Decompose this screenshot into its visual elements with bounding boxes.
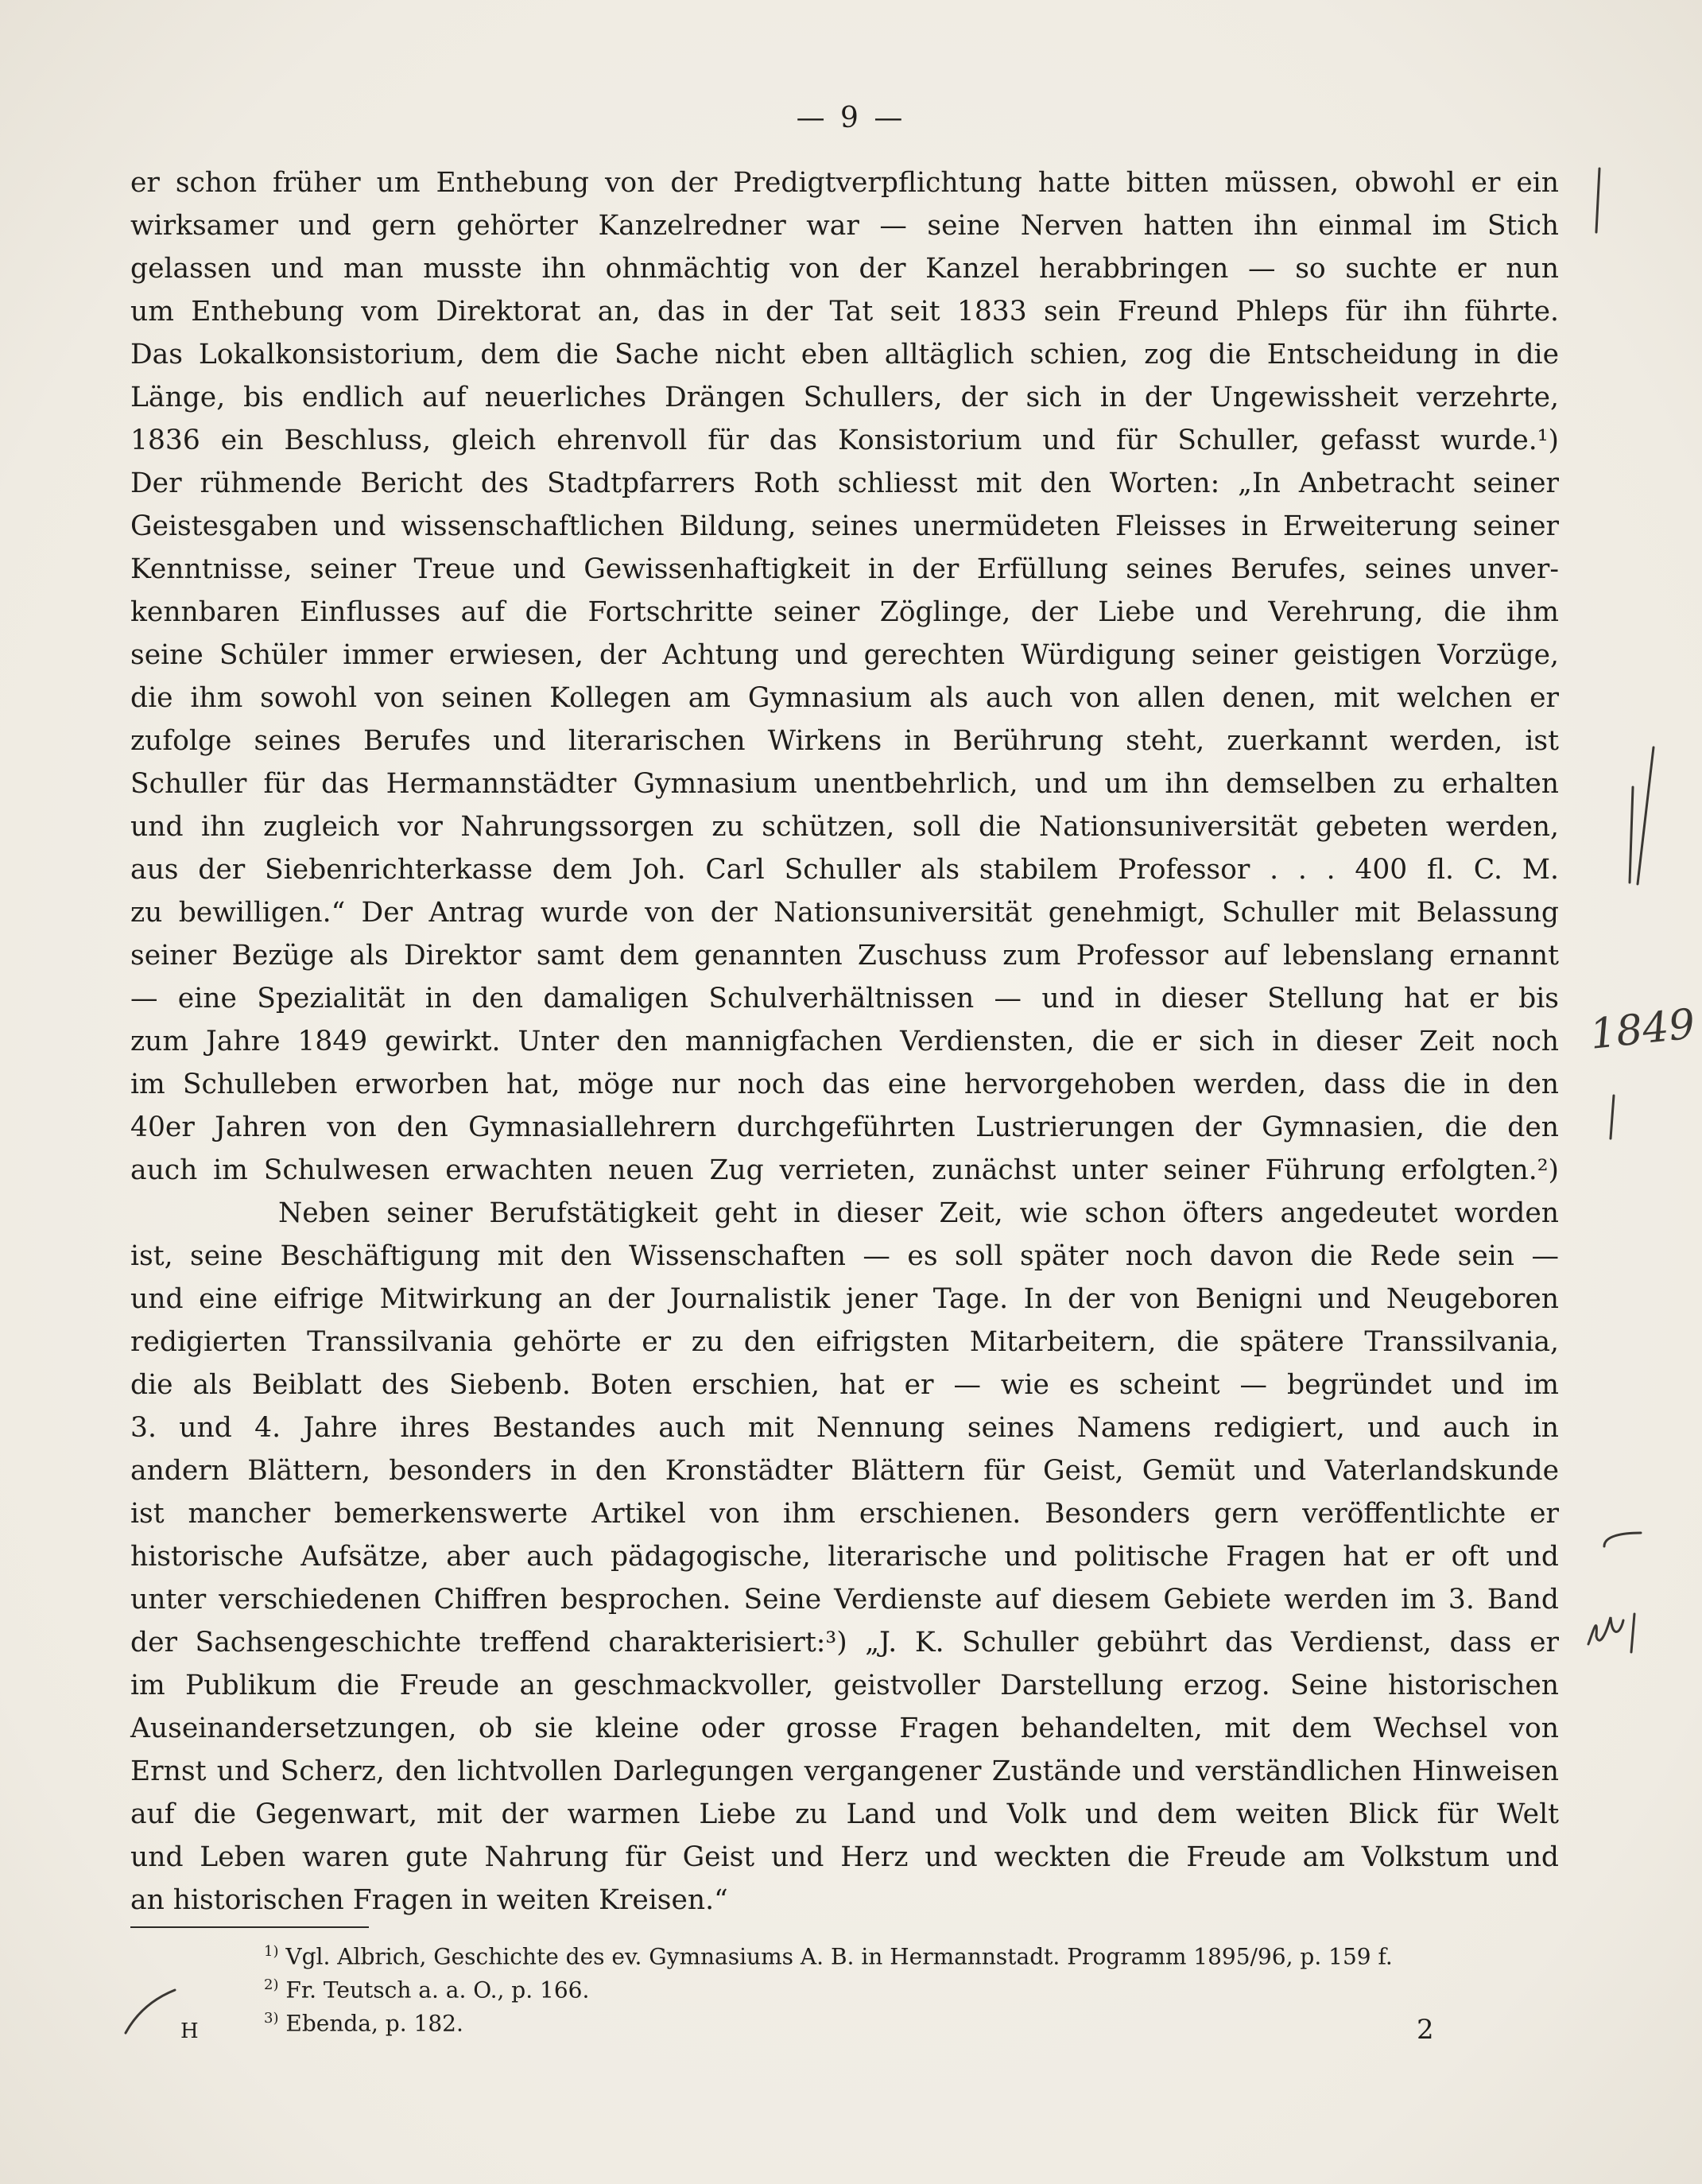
text-line: die ihm sowohl von seinen Kollegen am Gymnasium als auch von allen denen, mit welchen er bbox=[130, 682, 1559, 714]
footnote-item bbox=[264, 1935, 1560, 1969]
text-line: und ihn zugleich vor Nahrungssorgen zu schützen, soll die Nationsuniversität gebeten werden, bbox=[130, 811, 1559, 843]
text-line: kennbaren Einflusses auf die Fortschritte seiner Zöglinge, der Liebe und Verehrung, die ihm bbox=[130, 596, 1559, 628]
text-line: Ernst und Scherz, den lichtvollen Darlegungen vergangener Zustände und verständlichen Hinweisen bbox=[130, 1755, 1559, 1787]
text-line: im Schulleben erworben hat, möge nur noch das eine hervorgehoben werden, dass die in den bbox=[130, 1069, 1559, 1100]
text-line: um Enthebung vom Direktorat an, das in der Tat seit 1833 sein Freund Phleps für ihn führte. bbox=[130, 296, 1559, 328]
text-line: und eine eifrige Mitwirkung an der Journalistik jener Tage. In der von Benigni und Neugeboren bbox=[130, 1283, 1559, 1315]
text-line: Länge, bis endlich auf neuerliches Drängen Schullers, der sich in der Ungewissheit verzehrte, bbox=[130, 382, 1559, 413]
margin-stroke bbox=[1630, 787, 1633, 883]
footnote-item bbox=[264, 1969, 1560, 2002]
footnote-rule bbox=[130, 1926, 369, 1928]
text-line: historische Aufsätze, aber auch pädagogische, literarische und politische Fragen hat er oft und bbox=[130, 1541, 1559, 1573]
sheet-number: 2 bbox=[1417, 2014, 1434, 2046]
margin-stroke bbox=[1604, 1533, 1641, 1546]
text-line: andern Blättern, besonders in den Kronstädter Blättern für Geist, Gemüt und Vaterlandskunde bbox=[130, 1455, 1559, 1487]
body-text bbox=[130, 161, 1559, 1922]
text-line: unter verschiedenen Chiffren besprochen. Seine Verdienste auf diesem Gebiete werden im 3. Band bbox=[130, 1584, 1559, 1616]
text-line: im Publikum die Freude an geschmackvoller, geistvoller Darstellung erzog. Seine historischen bbox=[130, 1670, 1559, 1701]
footnote-text: Ebenda, p. 182. bbox=[285, 2010, 463, 2037]
text-line: redigierten Transsilvania gehörte er zu den eifrigsten Mitarbeitern, die spätere Transsilvania, bbox=[130, 1326, 1559, 1358]
text-line: Schuller für das Hermannstädter Gymnasium unentbehrlich, und um ihn demselben zu erhalten bbox=[130, 768, 1559, 800]
margin-stroke bbox=[1588, 1614, 1634, 1652]
text-line: auch im Schulwesen erwachten neuen Zug verrieten, zunächst unter seiner Führung erfolgten.²) bbox=[130, 1154, 1559, 1186]
text-line: er schon früher um Enthebung von der Predigtverpflichtung hatte bitten müssen, obwohl er ein bbox=[130, 167, 1559, 199]
text-line: Neben seiner Berufstätigkeit geht in dieser Zeit, wie schon öfters angedeutet worden bbox=[278, 1197, 1559, 1229]
text-line: und Leben waren gute Nahrung für Geist und Herz und weckten die Freude am Volkstum und bbox=[130, 1841, 1559, 1873]
text-line: die als Beiblatt des Siebenb. Boten erschien, hat er — wie es scheint — begründet und im bbox=[130, 1369, 1559, 1401]
text-line: ist, seine Beschäftigung mit den Wissenschaften — es soll später noch davon die Rede sein — bbox=[130, 1240, 1559, 1272]
text-line: wirksamer und gern gehörter Kanzelredner war — seine Nerven hatten ihn einmal im Stich bbox=[130, 210, 1559, 242]
text-line: Auseinandersetzungen, ob sie kleine oder grosse Fragen behandelten, mit dem Wechsel von bbox=[130, 1713, 1559, 1744]
margin-stroke bbox=[1596, 169, 1599, 232]
margin-stroke bbox=[1638, 747, 1654, 884]
margin-note: 1849 bbox=[1588, 1000, 1698, 1059]
text-line: Kenntnisse, seiner Treue und Gewissenhaftigkeit in der Erfüllung seines Berufes, seines unver- bbox=[130, 553, 1559, 585]
text-line: zum Jahre 1849 gewirkt. Unter den mannigfachen Verdiensten, die er sich in dieser Zeit noch bbox=[130, 1026, 1559, 1057]
margin-pencil-marks bbox=[1558, 159, 1693, 2067]
footnotes bbox=[264, 1935, 1560, 2035]
page-number: — 9 — bbox=[796, 102, 906, 134]
footnote-mark: 3) bbox=[264, 2010, 279, 2027]
text-line: seine Schüler immer erwiesen, der Achtung und gerechten Würdigung seiner geistigen Vorzüge, bbox=[130, 639, 1559, 671]
text-line: seiner Bezüge als Direktor samt dem genannten Zuschuss zum Professor auf lebenslang ernannt bbox=[130, 940, 1559, 972]
margin-pencil-mark-left bbox=[119, 1984, 183, 2039]
text-line: — eine Spezialität in den damaligen Schulverhältnissen — und in dieser Stellung hat er bis bbox=[130, 983, 1559, 1014]
text-line: zufolge seines Berufes und literarischen Wirkens in Berührung steht, zuerkannt werden, ist bbox=[130, 725, 1559, 757]
text-line: aus der Siebenrichterkasse dem Joh. Carl Schuller als stabilem Professor . . . 400 fl. C. M. bbox=[130, 854, 1559, 886]
text-line: auf die Gegenwart, mit der warmen Liebe zu Land und Volk und dem weiten Blick für Welt bbox=[130, 1798, 1559, 1830]
footnote-mark: 2) bbox=[264, 1976, 279, 1993]
footnote-text: Fr. Teutsch a. a. O., p. 166. bbox=[285, 1976, 590, 2004]
text-line: Das Lokalkonsistorium, dem die Sache nicht eben alltäglich schien, zog die Entscheidung in die bbox=[130, 339, 1559, 370]
text-line: 3. und 4. Jahre ihres Bestandes auch mit Nennung seines Namens redigiert, und auch in bbox=[130, 1412, 1559, 1444]
text-line: 40er Jahren von den Gymnasiallehrern durchgeführten Lustrierungen der Gymnasien, die den bbox=[130, 1111, 1559, 1143]
text-line: Der rühmende Bericht des Stadtpfarrers Roth schliesst mit den Worten: „In Anbetracht seiner bbox=[130, 467, 1559, 499]
margin-stroke bbox=[1611, 1096, 1614, 1139]
text-line: 1836 ein Beschluss, gleich ehrenvoll für das Konsistorium und für Schuller, gefasst wurde.¹) bbox=[130, 425, 1559, 456]
footnote-mark: 1) bbox=[264, 1943, 279, 1960]
text-line: der Sachsengeschichte treffend charakterisiert:³) „J. K. Schuller gebührt das Verdienst, dass er bbox=[130, 1627, 1559, 1658]
text-line: gelassen und man musste ihn ohnmächtig von der Kanzel herabbringen — so suchte er nun bbox=[130, 253, 1559, 285]
text-line: an historischen Fragen in weiten Kreisen.“ bbox=[130, 1884, 728, 1916]
footnote-item bbox=[264, 2002, 1560, 2035]
footnote-text: Vgl. Albrich, Geschichte des ev. Gymnasiums A. B. in Hermannstadt. Programm 1895/96, p. 159 f. bbox=[285, 1943, 1393, 1970]
signature-mark: H bbox=[180, 2019, 199, 2043]
text-line: Geistesgaben und wissenschaftlichen Bildung, seines unermüdeten Fleisses in Erweiterung seiner bbox=[130, 510, 1559, 542]
text-line: zu bewilligen.“ Der Antrag wurde von der Nationsuniversität genehmigt, Schuller mit Belassung bbox=[130, 897, 1559, 929]
text-line: ist mancher bemerkenswerte Artikel von ihm erschienen. Besonders gern veröffentlichte er bbox=[130, 1498, 1559, 1530]
